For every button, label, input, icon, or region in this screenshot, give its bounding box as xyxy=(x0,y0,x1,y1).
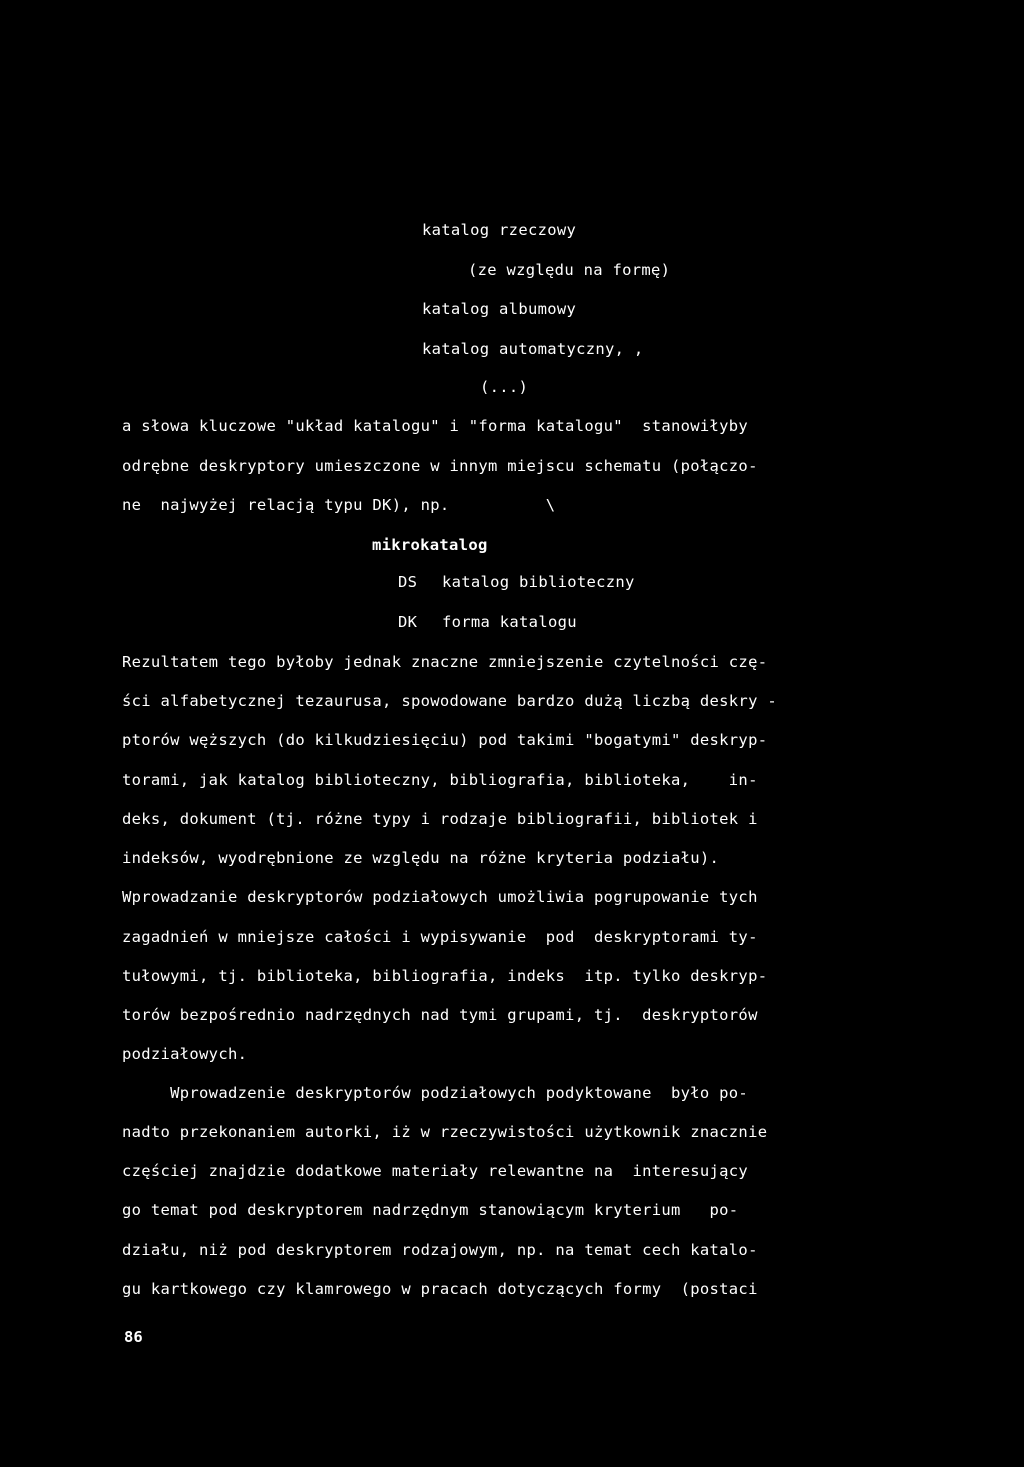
list-subheading: (ze względu na formę) xyxy=(468,261,671,279)
paragraph-line: odrębne deskryptory umieszczone w innym miejscu schematu (połączo- xyxy=(122,457,758,475)
page-number: 86 xyxy=(124,1328,143,1346)
paragraph-line: ne najwyżej relacją typu DK), np. \ xyxy=(122,496,556,514)
list-item: katalog rzeczowy xyxy=(422,221,577,239)
paragraph-line: deks, dokument (tj. różne typy i rodzaje bibliografii, bibliotek i xyxy=(122,810,758,828)
example-heading: mikrokatalog xyxy=(372,536,488,554)
paragraph-line: działu, niż pod deskryptorem rodzajowym, np. na temat cech katalo- xyxy=(122,1241,758,1259)
relation-term: forma katalogu xyxy=(442,613,577,631)
paragraph-line: częściej znajdzie dodatkowe materiały relewantne na interesujący xyxy=(122,1162,749,1180)
paragraph-line: Rezultatem tego byłoby jednak znaczne zmniejszenie czytelności czę- xyxy=(122,653,768,671)
paragraph-line: torów bezpośrednio nadrzędnych nad tymi grupami, tj. deskryptorów xyxy=(122,1006,758,1024)
paragraph-line: gu kartkowego czy klamrowego w pracach dotyczących formy (postaci xyxy=(122,1280,758,1298)
paragraph-line: torami, jak katalog biblioteczny, bibliografia, biblioteka, in- xyxy=(122,771,758,789)
paragraph-line: indeksów, wyodrębnione ze względu na różne kryteria podziału). xyxy=(122,849,720,867)
paragraph-line: zagadnień w mniejsze całości i wypisywanie pod deskryptorami ty- xyxy=(122,928,758,946)
relation-term: katalog biblioteczny xyxy=(442,573,635,591)
list-item: katalog automatyczny, , xyxy=(422,340,644,358)
paragraph-line: go temat pod deskryptorem nadrzędnym stanowiącym kryterium po- xyxy=(122,1201,739,1219)
ellipsis-marker: (...) xyxy=(480,378,529,396)
relation-code: DS xyxy=(398,573,418,591)
paragraph-line: ści alfabetycznej tezaurusa, spowodowane bardzo dużą liczbą deskry - xyxy=(122,692,777,710)
relation-code: DK xyxy=(398,613,418,631)
list-item: katalog albumowy xyxy=(422,300,577,318)
paragraph-line: Wprowadzanie deskryptorów podziałowych umożliwia pogrupowanie tych xyxy=(122,888,758,906)
paragraph-line: tułowymi, tj. biblioteka, bibliografia, indeks itp. tylko deskryp- xyxy=(122,967,768,985)
paragraph-line: Wprowadzenie deskryptorów podziałowych podyktowane było po- xyxy=(122,1084,749,1102)
paragraph-line: a słowa kluczowe "układ katalogu" i "forma katalogu" stanowiłyby xyxy=(122,417,749,435)
paragraph-line: nadto przekonaniem autorki, iż w rzeczywistości użytkownik znacznie xyxy=(122,1123,768,1141)
paragraph-line: podziałowych. xyxy=(122,1045,248,1063)
paragraph-line: ptorów węższych (do kilkudziesięciu) pod takimi "bogatymi" deskryp- xyxy=(122,731,768,749)
